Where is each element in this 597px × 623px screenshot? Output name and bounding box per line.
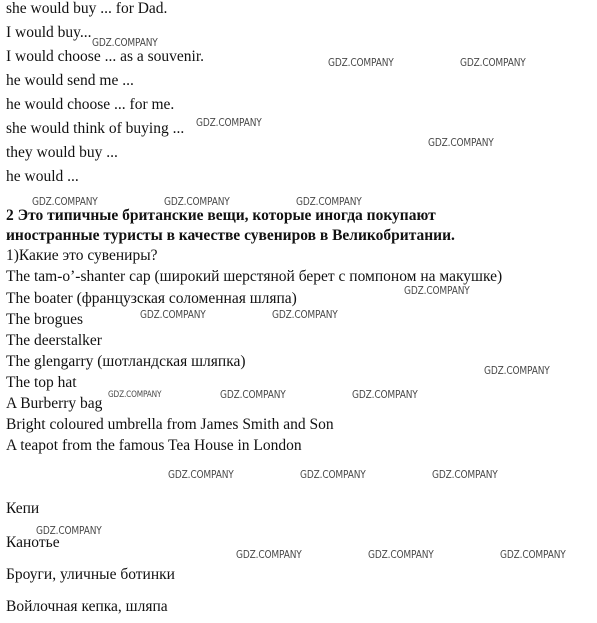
watermark: GDZ.COMPANY [460, 56, 526, 69]
section-heading-line-1: 2 Это типичные британские вещи, которые иногда покупают [6, 207, 436, 224]
souvenir-item-5: The glengarry (шотландская шляпка) [6, 353, 246, 370]
watermark: GDZ.COMPANY [196, 116, 262, 129]
souvenir-item-3: The brogues [6, 311, 84, 328]
watermark: GDZ.COMPANY [168, 468, 234, 481]
souvenir-item-2: The boater (французская соломенная шляпа) [6, 290, 297, 307]
translation-1: Кепи [6, 500, 40, 517]
watermark: GDZ.COMPANY [140, 308, 206, 321]
souvenir-item-7: A Burberry bag [6, 395, 103, 412]
souvenir-item-1: The tam-o’-shanter cap (широкий шерстяной берет с помпоном на макушке) [6, 268, 503, 285]
watermark: GDZ.COMPANY [32, 195, 98, 208]
translation-4: Войлочная кепка, шляпа [6, 598, 168, 615]
watermark: GDZ.COMPANY [272, 308, 338, 321]
section-heading-line-2: иностранные туристы в качестве сувениров в Великобритании. [6, 227, 455, 244]
watermark: GDZ.COMPANY [164, 195, 230, 208]
watermark: GDZ.COMPANY [432, 468, 498, 481]
watermark: GDZ.COMPANY [236, 548, 302, 561]
watermark: GDZ.COMPANY [368, 548, 434, 561]
section-question: 1)Какие это сувениры? [6, 247, 158, 264]
watermark: GDZ.COMPANY [36, 524, 102, 537]
watermark: GDZ.COMPANY [352, 388, 418, 401]
phrase-line-1: she would buy ... for Dad. [6, 0, 168, 17]
souvenir-item-4: The deerstalker [6, 332, 102, 349]
watermark: GDZ.COMPANY [500, 548, 566, 561]
watermark: GDZ.COMPANY [92, 36, 158, 49]
watermark: GDZ.COMPANY [404, 284, 470, 297]
phrase-line-7: they would buy ... [6, 144, 118, 161]
phrase-line-4: he would send me ... [6, 72, 134, 89]
watermark: GDZ.COMPANY [108, 390, 162, 400]
phrase-line-8: he would ... [6, 168, 79, 185]
phrase-line-5: he would choose ... for me. [6, 96, 175, 113]
souvenir-item-9: A teapot from the famous Tea House in London [6, 437, 302, 454]
watermark: GDZ.COMPANY [484, 364, 550, 377]
phrase-line-3: I would choose ... as a souvenir. [6, 48, 205, 65]
phrase-line-6: she would think of buying ... [6, 120, 185, 137]
watermark: GDZ.COMPANY [428, 136, 494, 149]
watermark: GDZ.COMPANY [328, 56, 394, 69]
watermark: GDZ.COMPANY [220, 388, 286, 401]
souvenir-item-6: The top hat [6, 374, 77, 391]
translation-2: Канотье [6, 534, 60, 551]
watermark: GDZ.COMPANY [300, 468, 366, 481]
phrase-line-2: I would buy... [6, 24, 92, 41]
souvenir-item-8: Bright coloured umbrella from James Smith and Son [6, 416, 334, 433]
translation-3: Броуги, уличные ботинки [6, 566, 175, 583]
watermark: GDZ.COMPANY [296, 195, 362, 208]
